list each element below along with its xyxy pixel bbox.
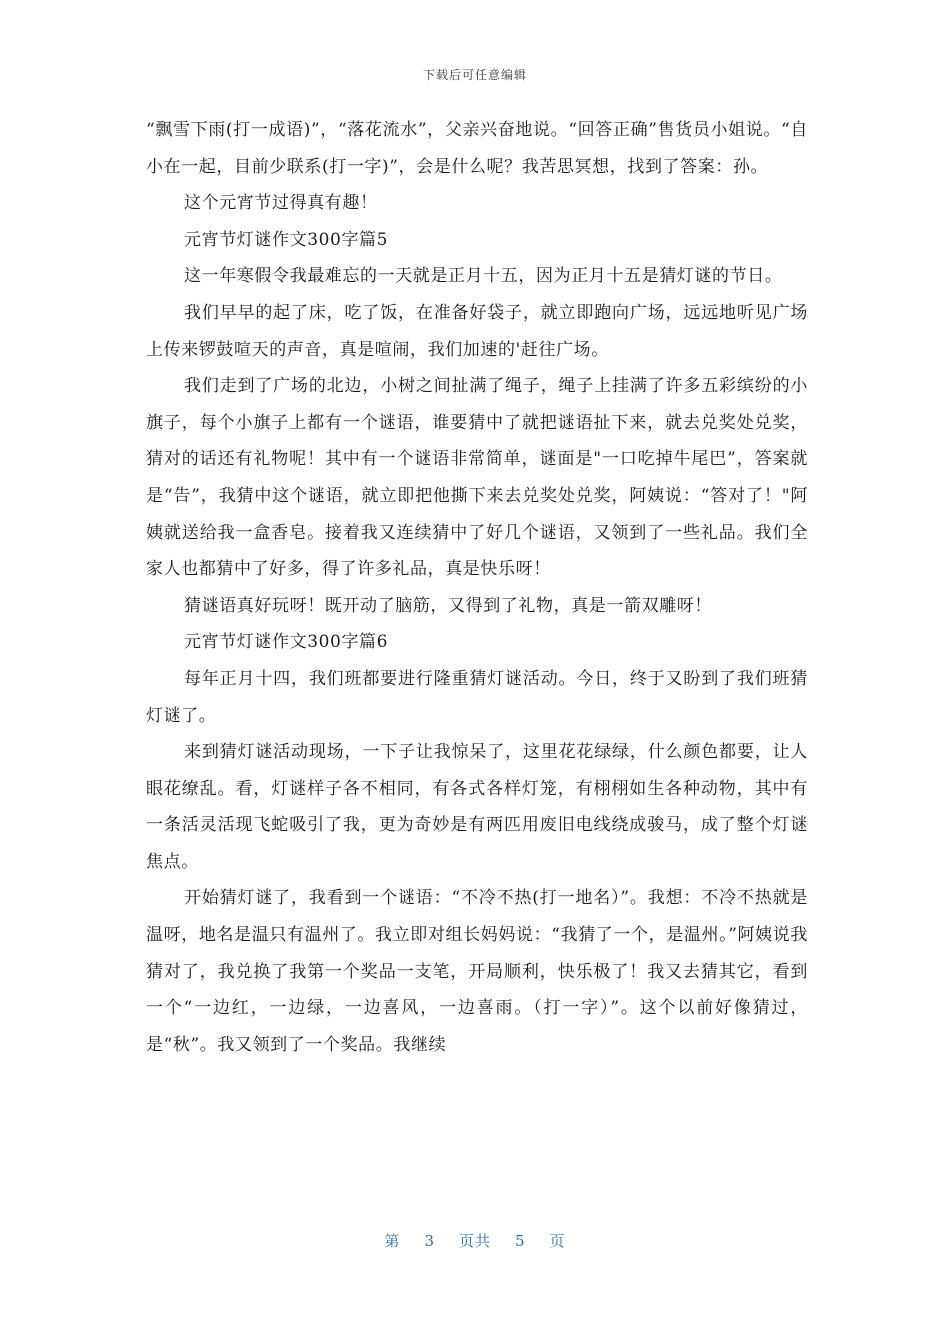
footer-current-page: 3 xyxy=(424,1232,435,1250)
footer-middle: 页共 xyxy=(458,1232,491,1250)
paragraph: 这一年寒假令我最难忘的一天就是正月十五，因为正月十五是猜灯谜的节日。 xyxy=(184,266,783,287)
section-heading: 元宵节灯谜作文300字篇6 xyxy=(184,632,389,653)
footer-prefix: 第 xyxy=(384,1232,401,1250)
section-heading: 元宵节灯谜作文300字篇5 xyxy=(184,229,389,250)
paragraph: 猜谜语真好玩呀！既开动了脑筋，又得到了礼物，真是一箭双雕呀！ xyxy=(184,595,712,616)
document-body xyxy=(146,112,808,1063)
paragraph: 每年正月十四，我们班都要进行隆重猜灯谜活动。今日，终于又盼到了我们班猜灯谜了。 xyxy=(146,668,808,726)
page-header xyxy=(0,66,950,83)
header-text: 下载后可任意编辑 xyxy=(422,68,527,82)
paragraph: “飘雪下雨(打一成语)”，“落花流水”，父亲兴奋地说。“回答正确”售货员小姐说。“自小在一起，目前少联系(打一字)”，会是什么呢？我苦思冥想，找到了答案：孙。 xyxy=(146,120,808,177)
paragraph: 这个元宵节过得真有趣！ xyxy=(184,193,378,214)
paragraph: 我们早早的起了床，吃了饭，在准备好袋子，就立即跑向广场，远远地听见广场上传来锣鼓喧天的声音，真是喧闹，我们加速的'赶往广场。 xyxy=(146,302,808,360)
page-footer xyxy=(0,1230,950,1251)
footer-suffix: 页 xyxy=(549,1232,566,1250)
paragraph: 来到猜灯谜活动现场，一下子让我惊呆了，这里花花绿绿，什么颜色都要，让人眼花缭乱。看，灯谜样子各不相同，有各式各样灯笼，有栩栩如生各种动物，其中有一条活灵活现飞蛇吸引了我，更为奇妙是有两匹用废旧电线绕成骏马，成了整个灯谜焦点。 xyxy=(146,742,808,872)
footer-total-pages: 5 xyxy=(515,1232,526,1250)
paragraph: 开始猜灯谜了，我看到一个谜语：“不冷不热(打一地名）”。我想：不冷不热就是温呀，地名是温只有温州了。我立即对组长妈妈说：“我猜了一个，是温州。”阿姨说我猜对了，我兑换了我第一个奖品一支笔，开局顺利，快乐极了！我又去猜其它，看到一个“一边红，一边绿，一边喜风，一边喜雨。（打一字）”。这个以前好像猜过，是“秋”。我又领到了一个奖品。我继续 xyxy=(146,888,808,1055)
paragraph: 我们走到了广场的北边，小树之间扯满了绳子，绳子上挂满了许多五彩缤纷的小旗子，每个小旗子上都有一个谜语，谁要猜中了就把谜语扯下来，就去兑奖处兑奖，猜对的话还有礼物呢！其中有一个谜语非常简单，谜面是"一口吃掉牛尾巴”，答案就是“告”，我猜中这个谜语，就立即把他撕下来去兑奖处兑奖，阿姨说：“答对了！"阿姨就送给我一盒香皂。接着我又连续猜中了好几个谜语，又领到了一些礼品。我们全家人也都猜中了好多，得了许多礼品，真是快乐呀！ xyxy=(146,376,808,580)
